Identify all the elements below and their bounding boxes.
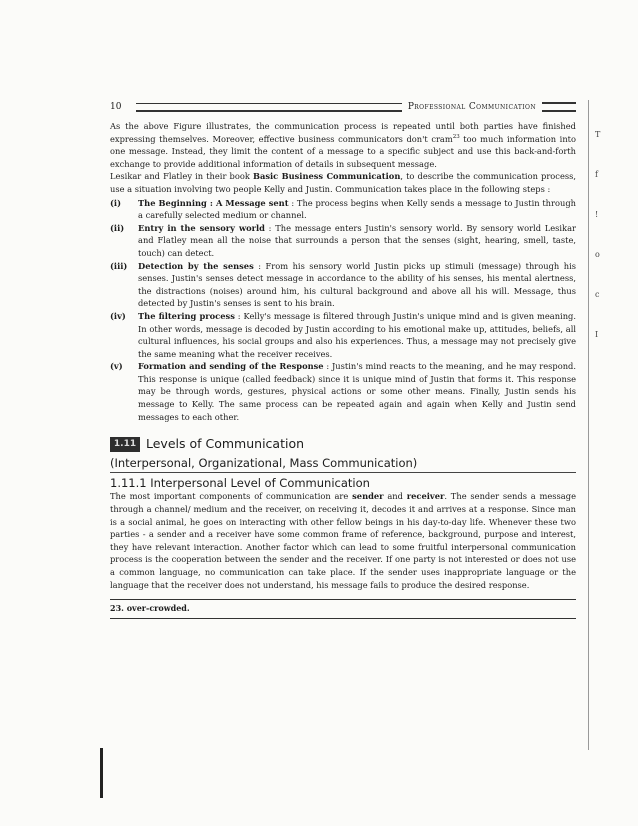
para-text: and <box>383 491 407 502</box>
step-text: : The process begins when Kelly sends a message to Justin through a carefully selected medium or channel. <box>138 197 576 221</box>
footnote <box>110 599 576 619</box>
para-text: , to describe the communication process, use a situation involving two people Kelly and Justin. Communication takes place in the following steps : <box>110 171 577 194</box>
margin-glyph: f <box>595 170 598 179</box>
step-text: : The message enters Justin's sensory world. By sensory world Lesikar and Flatley mean all the noise that surrounds a person that the senses (sight, hearing, smell, taste, touch) can detect. <box>138 222 576 258</box>
step-title: The Beginning : A Message sent <box>138 197 289 208</box>
step-number: (iv) <box>110 310 126 321</box>
footnote-text: 23. over-crowded. <box>110 603 190 614</box>
subsection-title: 1.11.1 Interpersonal Level of Communication <box>110 475 370 490</box>
list-item <box>110 222 576 260</box>
steps-list <box>110 197 576 424</box>
para-text: The most important components of communication are <box>110 491 353 502</box>
running-title: Professional Communication <box>407 101 536 112</box>
para-text: . The sender sends a message through a channel/ medium and the receiver, on receiving it, decodes it and arrives at a response. Since man is a social animal, he goes on interacting with other fellow beings in his day-to-day life. Whenever these two parties - a sender and a receiver have some common frame of reference, background, purpose and interest, they have relevant interaction. Another factor which can lead to some fruitful interpersonal communication process is the cooperation between the sender and the receiver. If one party is not interested or does not use a common language, no communication can take place. If the sender uses inappropriate language or the language that the receiver does not understand, his message fails to produce the desired response. <box>110 491 576 590</box>
document-page <box>110 100 576 619</box>
section-number-box: 1.11 <box>110 437 140 452</box>
subsection-paragraph <box>110 490 576 591</box>
step-number: (iii) <box>110 260 128 271</box>
term-receiver: receiver <box>406 491 445 502</box>
term-sender: sender <box>352 491 384 502</box>
list-item <box>110 260 576 310</box>
step-title: Formation and sending of the Response <box>138 361 324 372</box>
step-title: Detection by the senses <box>138 260 254 271</box>
intro-text-rest: too much information into one message. Instead, they limit the content of a message to a specific subject and use this back-and-forth exchange to provide additional information of details in subsequent message. <box>110 133 576 169</box>
step-number: (v) <box>110 361 123 372</box>
header-rule <box>136 103 402 112</box>
step-title: The filtering process <box>138 310 235 321</box>
section-heading <box>110 435 576 453</box>
para-text: Lesikar and Flatley in their book <box>110 171 253 182</box>
section-subtitle: (Interpersonal, Organizational, Mass Communication) <box>110 453 576 473</box>
section-title: Levels of Communication <box>146 435 305 451</box>
margin-glyph: T <box>595 130 601 139</box>
step-number: (ii) <box>110 222 125 233</box>
book-title: Basic Business Communication <box>252 171 401 182</box>
intro-paragraph <box>110 120 576 170</box>
margin-glyph: ! <box>595 210 599 219</box>
step-text: : Kelly's message is filtered through Justin's unique mind and is given meaning. In other words, message is decoded by Justin according to his emotional make up, attitudes, beliefs, all cultural influences, his social groups and also his experiences. Thus, a message may not precisely give the same meaning what the receiver receives. <box>138 310 576 359</box>
lesikar-paragraph <box>110 170 576 195</box>
margin-glyph: I <box>595 330 599 339</box>
adjacent-page-margin <box>588 100 633 750</box>
list-item <box>110 197 576 222</box>
margin-glyph: o <box>595 250 600 259</box>
list-item <box>110 310 576 360</box>
step-text: : From his sensory world Justin picks up stimuli (message) through his senses. Justin's senses detect message in accordance to the ability of his senses, his mental alertness, the distractions (noises) around him, his cultural background and above all his will. Message, thus detected by Justin's senses is sent to his brain. <box>138 260 576 309</box>
page-number: 10 <box>110 101 122 112</box>
step-text: : Justin's mind reacts to the meaning, and he may respond. This response is unique (called feedback) since it is unique mind of Justin that forms it. This response may be through words, gestures, physical actions or some other means. Finally, Justin sends his message to Kelly. The same process can be repeated again and again when Kelly and Justin send messages to each other. <box>138 361 576 422</box>
page-header <box>110 100 576 114</box>
margin-glyph: c <box>595 290 600 299</box>
header-rule-short <box>542 102 576 112</box>
step-title: Entry in the sensory world <box>138 222 265 233</box>
intro-text: As the above Figure illustrates, the communication process is repeated until both parties have finished expressing themselves. Moreover, effective business communicators don't cram <box>110 121 576 144</box>
step-number: (i) <box>110 197 122 208</box>
footnote-ref: 23 <box>452 133 460 140</box>
list-item <box>110 360 576 423</box>
scan-edge-mark <box>100 748 103 798</box>
